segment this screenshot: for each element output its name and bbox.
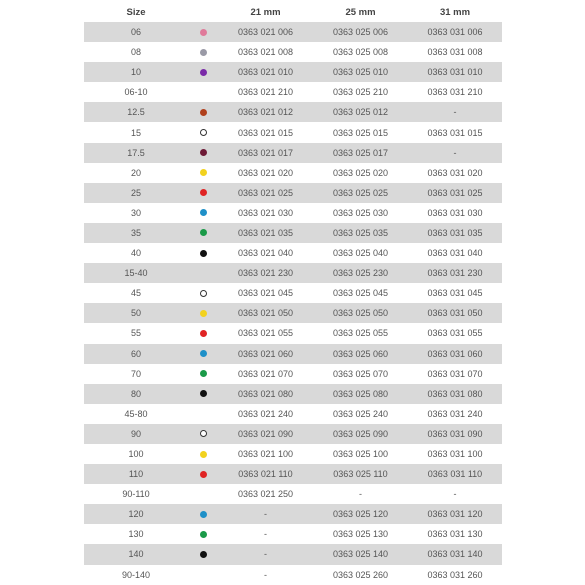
- code-25mm-cell: 0363 025 030: [332, 207, 389, 218]
- table-row: [84, 364, 502, 384]
- size-cell: 45: [130, 288, 141, 299]
- code-21mm-cell: 0363 021 020: [237, 167, 294, 178]
- code-25mm-cell: 0363 025 090: [332, 428, 389, 439]
- color-dot-icon: [200, 471, 207, 478]
- code-31mm-cell: 0363 031 100: [427, 449, 483, 460]
- code-25mm-cell: 0363 025 260: [332, 569, 389, 580]
- color-cell: [188, 430, 218, 437]
- header-21mm: 21 mm: [250, 6, 281, 18]
- size-cell: 50: [130, 308, 141, 319]
- code-21mm-cell: -: [264, 529, 267, 540]
- code-31mm-cell: 0363 031 080: [427, 388, 483, 399]
- size-cell: 06-10: [124, 87, 148, 98]
- color-cell: [188, 531, 218, 538]
- size-cell: 30: [130, 207, 141, 218]
- table-row: [84, 143, 502, 163]
- color-dot-icon: [200, 350, 207, 357]
- table-row: [84, 163, 502, 183]
- size-cell: 80: [130, 388, 141, 399]
- color-cell: [188, 169, 218, 176]
- code-21mm-cell: 0363 021 240: [237, 408, 294, 419]
- table-row: [84, 283, 502, 303]
- code-31mm-cell: 0363 031 035: [427, 227, 483, 238]
- size-cell: 15-40: [124, 268, 148, 279]
- table-row: [84, 42, 502, 62]
- color-dot-icon: [200, 430, 207, 437]
- code-31mm-cell: 0363 031 025: [427, 187, 483, 198]
- table-row: [84, 263, 502, 283]
- table-row: [84, 102, 502, 122]
- color-dot-icon: [200, 290, 207, 297]
- code-31mm-cell: 0363 031 015: [427, 127, 483, 138]
- code-25mm-cell: 0363 025 050: [332, 308, 389, 319]
- code-25mm-cell: 0363 025 008: [332, 47, 389, 58]
- code-21mm-cell: 0363 021 040: [237, 248, 294, 259]
- code-25mm-cell: 0363 025 006: [332, 27, 389, 38]
- code-21mm-cell: 0363 021 025: [237, 187, 294, 198]
- code-21mm-cell: 0363 021 230: [237, 268, 294, 279]
- code-31mm-cell: 0363 031 050: [427, 308, 483, 319]
- color-cell: [188, 189, 218, 196]
- color-dot-icon: [200, 229, 207, 236]
- code-21mm-cell: 0363 021 100: [237, 449, 294, 460]
- size-cell: 40: [130, 248, 141, 259]
- size-cell: 45-80: [124, 408, 148, 419]
- size-cell: 90-140: [121, 569, 151, 580]
- size-cell: 08: [130, 47, 141, 58]
- code-21mm-cell: -: [264, 549, 267, 560]
- code-25mm-cell: 0363 025 055: [332, 328, 389, 339]
- color-dot-icon: [200, 49, 207, 56]
- code-21mm-cell: 0363 021 090: [237, 428, 294, 439]
- code-21mm-cell: 0363 021 110: [238, 469, 293, 480]
- code-31mm-cell: 0363 031 130: [427, 529, 483, 540]
- size-cell: 70: [130, 368, 141, 379]
- code-21mm-cell: 0363 021 250: [237, 489, 294, 500]
- table-row: [84, 344, 502, 364]
- color-cell: [188, 129, 218, 136]
- size-cell: 90-110: [122, 489, 150, 500]
- table-row: [84, 183, 502, 203]
- size-cell: 100: [128, 449, 144, 460]
- color-cell: [188, 69, 218, 76]
- code-21mm-cell: 0363 021 015: [237, 127, 294, 138]
- code-31mm-cell: 0363 031 010: [427, 67, 483, 78]
- code-31mm-cell: 0363 031 210: [427, 87, 483, 98]
- size-cell: 130: [128, 529, 144, 540]
- code-31mm-cell: 0363 031 240: [427, 408, 483, 419]
- header-31mm: 31 mm: [439, 6, 471, 18]
- size-cell: 25: [130, 187, 141, 198]
- color-dot-icon: [200, 209, 207, 216]
- code-31mm-cell: 0363 031 008: [427, 47, 483, 58]
- color-dot-icon: [200, 29, 207, 36]
- code-25mm-cell: 0363 025 040: [332, 248, 389, 259]
- code-25mm-cell: 0363 025 100: [332, 449, 389, 460]
- color-cell: [188, 350, 218, 357]
- color-cell: [188, 29, 218, 36]
- code-21mm-cell: -: [264, 569, 267, 580]
- code-25mm-cell: 0363 025 020: [332, 167, 389, 178]
- table-row: [84, 22, 502, 42]
- code-25mm-cell: 0363 025 240: [332, 408, 389, 419]
- code-21mm-cell: 0363 021 012: [237, 107, 294, 118]
- code-25mm-cell: 0363 025 012: [332, 107, 389, 118]
- code-31mm-cell: 0363 031 040: [427, 248, 483, 259]
- color-dot-icon: [200, 511, 207, 518]
- size-cell: 10: [130, 67, 141, 78]
- code-31mm-cell: 0363 031 110: [427, 469, 483, 480]
- table-row: [84, 524, 502, 544]
- code-31mm-cell: 0363 031 260: [427, 569, 483, 580]
- size-cell: 17.5: [127, 147, 145, 158]
- size-cell: 120: [128, 509, 144, 520]
- code-25mm-cell: 0363 025 120: [332, 509, 389, 520]
- color-cell: [188, 471, 218, 478]
- color-cell: [188, 250, 218, 257]
- color-dot-icon: [200, 370, 207, 377]
- color-dot-icon: [200, 551, 207, 558]
- size-cell: 90: [130, 428, 141, 439]
- table-row: [84, 404, 502, 424]
- code-21mm-cell: 0363 021 210: [237, 87, 294, 98]
- table-header: [84, 2, 502, 22]
- code-25mm-cell: 0363 025 025: [332, 187, 389, 198]
- size-table: [84, 2, 502, 585]
- code-21mm-cell: 0363 021 030: [237, 207, 294, 218]
- code-25mm-cell: 0363 025 140: [332, 549, 389, 560]
- color-dot-icon: [200, 451, 207, 458]
- table-row: [84, 484, 502, 504]
- color-dot-icon: [200, 109, 207, 116]
- size-cell: 12.5: [127, 107, 145, 118]
- size-cell: 15: [130, 127, 141, 138]
- code-25mm-cell: 0363 025 010: [332, 67, 389, 78]
- code-31mm-cell: 0363 031 070: [427, 368, 483, 379]
- size-cell: 06: [130, 27, 141, 38]
- code-21mm-cell: 0363 021 008: [237, 47, 294, 58]
- color-cell: [188, 310, 218, 317]
- code-31mm-cell: 0363 031 060: [427, 348, 483, 359]
- code-31mm-cell: 0363 031 020: [427, 167, 483, 178]
- code-25mm-cell: 0363 025 080: [332, 388, 389, 399]
- color-dot-icon: [200, 169, 207, 176]
- table-body: [84, 22, 502, 585]
- table-row: [84, 62, 502, 82]
- color-cell: [188, 229, 218, 236]
- color-dot-icon: [200, 149, 207, 156]
- table-row: [84, 444, 502, 464]
- table-row: [84, 223, 502, 243]
- color-dot-icon: [200, 390, 207, 397]
- code-31mm-cell: 0363 031 030: [427, 207, 483, 218]
- color-cell: [188, 209, 218, 216]
- color-cell: [188, 290, 218, 297]
- table-row: [84, 243, 502, 263]
- code-25mm-cell: 0363 025 060: [332, 348, 389, 359]
- code-25mm-cell: 0363 025 035: [332, 227, 389, 238]
- code-25mm-cell: 0363 025 230: [332, 268, 389, 279]
- table-row: [84, 323, 502, 343]
- code-21mm-cell: 0363 021 035: [237, 227, 294, 238]
- header-25mm: 25 mm: [345, 6, 376, 18]
- code-21mm-cell: 0363 021 050: [237, 308, 294, 319]
- code-25mm-cell: 0363 025 045: [332, 288, 389, 299]
- code-25mm-cell: 0363 025 210: [332, 87, 389, 98]
- code-21mm-cell: 0363 021 045: [237, 288, 294, 299]
- code-31mm-cell: 0363 031 120: [427, 509, 483, 520]
- size-cell: 140: [128, 549, 144, 560]
- table-row: [84, 504, 502, 524]
- code-31mm-cell: 0363 031 090: [427, 428, 483, 439]
- color-cell: [188, 511, 218, 518]
- code-21mm-cell: -: [264, 509, 267, 520]
- color-dot-icon: [200, 69, 207, 76]
- code-21mm-cell: 0363 021 080: [237, 388, 294, 399]
- size-cell: 35: [130, 227, 141, 238]
- color-cell: [188, 330, 218, 337]
- color-cell: [188, 109, 218, 116]
- color-dot-icon: [200, 310, 207, 317]
- code-25mm-cell: 0363 025 110: [333, 469, 388, 480]
- code-21mm-cell: 0363 021 060: [237, 348, 294, 359]
- code-31mm-cell: 0363 031 140: [427, 549, 483, 560]
- header-size: Size: [126, 6, 146, 18]
- table-row: [84, 203, 502, 223]
- table-row: [84, 122, 502, 142]
- color-dot-icon: [200, 189, 207, 196]
- code-31mm-cell: 0363 031 045: [427, 288, 483, 299]
- table-row: [84, 424, 502, 444]
- code-21mm-cell: 0363 021 017: [237, 147, 294, 158]
- code-25mm-cell: 0363 025 015: [332, 127, 389, 138]
- table-row: [84, 82, 502, 102]
- code-31mm-cell: -: [453, 107, 457, 118]
- code-25mm-cell: 0363 025 070: [332, 368, 389, 379]
- code-21mm-cell: 0363 021 006: [237, 27, 294, 38]
- code-31mm-cell: -: [453, 489, 457, 500]
- size-cell: 60: [130, 348, 141, 359]
- table-row: [84, 544, 502, 564]
- color-cell: [188, 49, 218, 56]
- code-21mm-cell: 0363 021 055: [237, 328, 294, 339]
- code-31mm-cell: 0363 031 055: [427, 328, 483, 339]
- code-25mm-cell: 0363 025 017: [332, 147, 389, 158]
- code-21mm-cell: 0363 021 070: [237, 368, 294, 379]
- color-cell: [188, 370, 218, 377]
- code-21mm-cell: 0363 021 010: [237, 67, 294, 78]
- code-31mm-cell: -: [453, 147, 457, 158]
- color-cell: [188, 390, 218, 397]
- color-cell: [188, 451, 218, 458]
- table-row: [84, 384, 502, 404]
- color-dot-icon: [200, 129, 207, 136]
- color-dot-icon: [200, 250, 207, 257]
- code-31mm-cell: 0363 031 230: [427, 268, 483, 279]
- table-row: [84, 565, 502, 585]
- color-cell: [188, 149, 218, 156]
- color-dot-icon: [200, 330, 207, 337]
- code-31mm-cell: 0363 031 006: [427, 27, 483, 38]
- size-cell: 20: [130, 167, 141, 178]
- code-25mm-cell: -: [359, 489, 362, 500]
- table-row: [84, 464, 502, 484]
- code-25mm-cell: 0363 025 130: [332, 529, 389, 540]
- color-cell: [188, 551, 218, 558]
- color-dot-icon: [200, 531, 207, 538]
- size-cell: 110: [128, 469, 144, 480]
- size-cell: 55: [130, 328, 141, 339]
- table-row: [84, 303, 502, 323]
